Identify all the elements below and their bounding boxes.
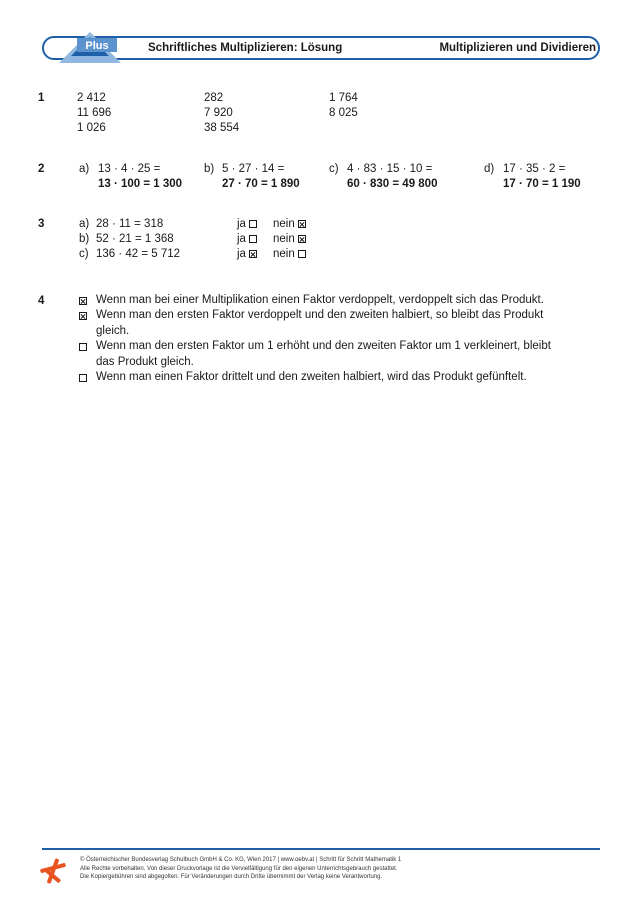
footer-line: Die Kopiergebühren sind abgegolten. Für Veränderungen durch Dritte übernimmt der Verlag keine Verantwortung.: [80, 874, 383, 880]
yes-checkbox[interactable]: [249, 235, 257, 243]
statement-line: Wenn man bei einer Multiplikation einen Faktor verdoppelt, verdoppelt sich das Produkt.: [96, 294, 544, 306]
task2-label: b): [204, 163, 215, 175]
statement-line: Wenn man einen Faktor drittelt und den zweiten halbiert, wird das Produkt gefünftelt.: [96, 371, 527, 383]
no-label: nein: [273, 218, 295, 230]
no-label: nein: [273, 233, 295, 245]
statement-text: [96, 308, 596, 339]
task-number-1: 1: [38, 92, 45, 104]
task3-label: a): [79, 218, 90, 230]
yes-label: ja: [237, 218, 246, 230]
plus-logo-icon: [57, 30, 123, 66]
task1-value: 7 920: [204, 107, 233, 119]
task3-yes-option: [237, 217, 257, 232]
statement-checkbox[interactable]: [79, 312, 87, 320]
task2-result: 13 · 100 = 1 300: [98, 178, 183, 190]
no-label: nein: [273, 248, 295, 260]
task2-expression: 13 · 4 · 25 =: [98, 163, 161, 175]
task-number-3: 3: [38, 218, 45, 230]
logo-text: Plus: [85, 40, 109, 52]
task1-value: 2 412: [77, 92, 106, 104]
task2-expression: 17 · 35 · 2 =: [503, 163, 566, 175]
page-title: Schriftliches Multiplizieren: Lösung: [148, 42, 343, 54]
task3-yes-option: [237, 247, 257, 262]
statement-checkbox[interactable]: [79, 297, 87, 305]
footer-line: Alle Rechte vorbehalten. Von dieser Druckvorlage ist die Vervielfältigung für den eigenen Unterrichtsgebrauch gestattet.: [80, 865, 398, 872]
task1-value: 11 696: [77, 107, 112, 119]
task-number-4: 4: [38, 295, 45, 307]
statement-checkbox[interactable]: [79, 374, 87, 382]
task3-no-option: [273, 247, 306, 262]
task-number-2: 2: [38, 163, 45, 175]
task2-expression: 5 · 27 · 14 =: [222, 163, 285, 175]
statement-line: das Produkt gleich.: [96, 355, 194, 368]
task2-expression: 4 · 83 · 15 · 10 =: [347, 163, 433, 175]
statement-line: Wenn man den ersten Faktor verdoppelt und den zweiten halbiert, so bleibt das Produkt: [96, 309, 544, 321]
statement-line: Wenn man den ersten Faktor um 1 erhöht und den zweiten Faktor um 1 verkleinert, bleibt: [96, 340, 551, 352]
task3-expression: 136 · 42 = 5 712: [96, 248, 181, 260]
page-topic: Multiplizieren und Dividieren: [439, 42, 596, 54]
task3-expression: 28 · 11 = 318: [96, 218, 164, 230]
task2-label: d): [484, 163, 495, 175]
task3-no-option: [273, 232, 306, 247]
yes-label: ja: [237, 248, 246, 260]
task1-value: 1 026: [77, 122, 106, 134]
footer-legal: [80, 856, 401, 882]
task3-no-option: [273, 217, 306, 232]
oebv-logo-icon: [40, 857, 66, 885]
task2-result: 27 · 70 = 1 890: [222, 178, 300, 190]
statement-text: [96, 339, 596, 370]
task2-label: c): [329, 163, 339, 175]
no-checkbox[interactable]: [298, 220, 306, 228]
task1-value: 38 554: [204, 122, 240, 134]
yes-checkbox[interactable]: [249, 250, 257, 258]
task3-expression: 52 · 21 = 1 368: [96, 233, 174, 245]
task1-value: 1 764: [329, 92, 358, 104]
task3-label: b): [79, 233, 90, 245]
statement-line: gleich.: [96, 324, 130, 337]
yes-label: ja: [237, 233, 246, 245]
task1-value: 8 025: [329, 107, 358, 119]
footer-divider: [42, 848, 600, 850]
task1-value: 282: [204, 92, 224, 104]
task2-label: a): [79, 163, 90, 175]
task2-result: 60 · 830 = 49 800: [347, 178, 438, 190]
task3-yes-option: [237, 232, 257, 247]
statement-text: [96, 370, 596, 386]
statement-text: [96, 293, 596, 309]
yes-checkbox[interactable]: [249, 220, 257, 228]
statement-checkbox[interactable]: [79, 343, 87, 351]
task3-label: c): [79, 248, 89, 260]
task2-result: 17 · 70 = 1 190: [503, 178, 581, 190]
no-checkbox[interactable]: [298, 235, 306, 243]
no-checkbox[interactable]: [298, 250, 306, 258]
footer-line: © Österreichischer Bundesverlag Schulbuch GmbH & Co. KG, Wien 2017 | www.oebv.at | Schritt für Schritt Mathematik 1: [80, 857, 402, 863]
